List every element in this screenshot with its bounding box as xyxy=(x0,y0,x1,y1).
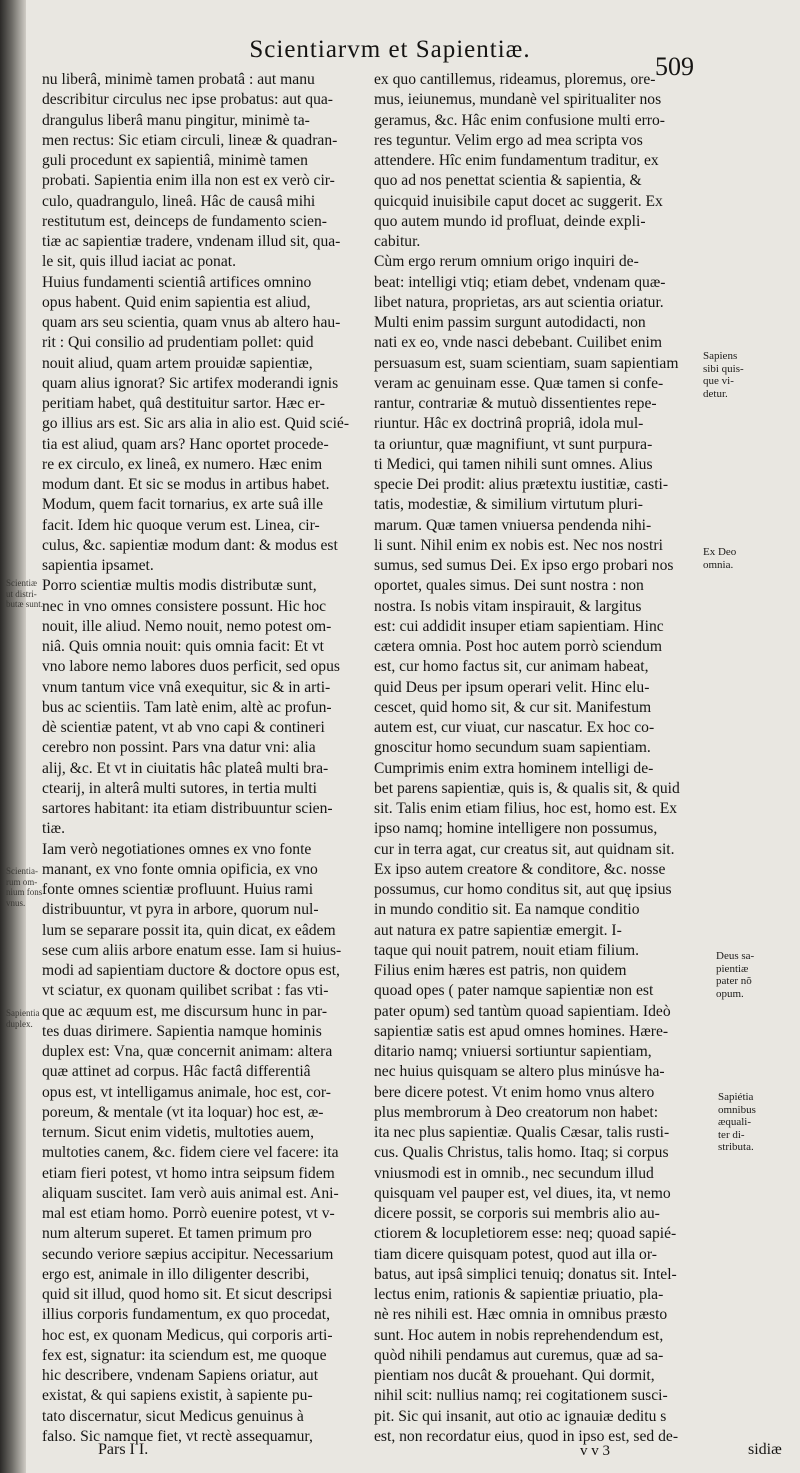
left-text-column xyxy=(42,70,364,1447)
text-line: tiæ. xyxy=(42,820,65,838)
text-line: ditario namq; vniuersi sortiuntur sapientiam, xyxy=(374,1043,652,1060)
text-line: riuntur. Hâc ex doctrinâ propriâ, idola mul- xyxy=(374,415,644,433)
margin-note-sapientia-aequaliter: Sapiétia omnibus æquali- ter di- stributa. xyxy=(718,1091,756,1153)
text-line: Modum, quem facit tornarius, ex arte suâ ille xyxy=(42,496,324,514)
text-line: manant, ex vno fonte omnia opificia, ex vno xyxy=(42,860,318,878)
text-line: bet parens sapientiæ, quis is, & qualis sit, & quid xyxy=(374,779,680,797)
text-line: quid sit illud, quod homo sit. Et sicut descripsi xyxy=(42,1286,333,1303)
text-line: cabitur. xyxy=(374,233,421,250)
text-line: autem est, cur viuat, cur nascatur. Ex hoc co- xyxy=(374,719,655,736)
text-line: bere dicere potest. Vt enim homo vnus altero xyxy=(374,1083,655,1101)
text-line: bus ac scientiis. Tam latè enim, altè ac profun- xyxy=(42,698,332,716)
text-line: tiam dicere quisquam potest, quod aut illa or- xyxy=(374,1245,657,1263)
margin-note-scientiarum-fons: Scientia- rum om- nium fons vnus. xyxy=(6,866,43,908)
text-line: sumus, sed sumus Dei. Ex ipso ergo probari nos xyxy=(374,557,674,574)
text-line: vniusmodi est in omnib., nec secundum illud xyxy=(374,1164,654,1182)
text-line: ternum. Sicut enim videtis, multoties auem, xyxy=(42,1124,314,1141)
part-footer: Pars I I. xyxy=(98,1441,149,1458)
text-line: nihil scit: nullius namq; rei cogitationem susci- xyxy=(374,1387,668,1405)
text-line: hoc est, ex quonam Medicus, qui corporis arti- xyxy=(42,1326,333,1344)
text-line: tes duas dirimere. Sapientia namque hominis xyxy=(42,1022,322,1040)
text-line: Multi enim passim surgunt autodidacti, non xyxy=(374,314,646,331)
text-line: beat: intelligi vtiq; etiam debet, vndenam quæ- xyxy=(374,273,666,291)
text-line: geramus, &c. Hâc enim confusione multi erro- xyxy=(374,111,665,129)
text-line: quo autem mundo id profluat, deinde expli- xyxy=(374,212,646,230)
text-line: le sit, quis illud iaciat ac ponat. xyxy=(42,253,237,271)
text-line: quòd nihili pendamus aut curemus, quæ ad sa- xyxy=(374,1346,664,1364)
text-line: ta oriuntur, quæ magnifiunt, vt sunt purpura- xyxy=(374,435,653,453)
text-line: ergo est, animale in illo diligenter describi, xyxy=(42,1265,310,1283)
text-line: quam alius ignorat? Sic artifex moderandi ignis xyxy=(42,374,339,392)
text-line: quam ars seu scientia, quam vnus ab altero hau- xyxy=(42,314,341,331)
binding-gutter xyxy=(0,0,26,1473)
text-line: num alterum superet. Et tamen primum pro xyxy=(42,1225,312,1243)
text-line: persuasum est, suam scientiam, suam sapientiam xyxy=(374,354,679,372)
text-line: sese cum aliis arbore enatum esse. Iam si huius- xyxy=(42,941,342,959)
text-line: cerebro non possint. Pars vna datur vni: alia xyxy=(42,739,316,757)
text-line: tato discernatur, sicut Medicus genuinus à xyxy=(42,1407,304,1425)
text-line: pater opum) sed tantùm quoad sapientiam. Ideò xyxy=(374,1002,671,1020)
text-line: cur in terra agat, cur creatus sit, aut quidnam sit. xyxy=(374,840,675,858)
text-line: plus membrorum à Deo creatorum non habet: xyxy=(374,1103,659,1121)
text-line: gnoscitur homo secundum suam sapientiam. xyxy=(374,739,651,757)
text-line: mus, ieiunemus, mundanè vel spiritualiter nos xyxy=(374,91,662,109)
text-line: distribuuntur, vt pyra in arbore, quorum nul- xyxy=(42,901,319,919)
text-line: specie Dei prodit: alius prætextu iustitiæ, casti- xyxy=(374,476,669,493)
text-line: ti Medici, qui tamen nihili sunt omnes. Alius xyxy=(374,455,653,473)
text-line: quicquid inuisibile caput docet ac suggerit. Ex xyxy=(374,192,663,210)
text-line: etiam fieri potest, vt homo intra seipsum fidem xyxy=(42,1164,335,1182)
text-line: ita nec plus sapientiæ. Qualis Cæsar, talis rusti- xyxy=(374,1124,670,1141)
margin-note-deus-pater: Deus sa- pientiæ pater nõ opum. xyxy=(716,950,755,1000)
text-line: quæ attinet ad corpus. Hâc factâ differentiâ xyxy=(42,1063,311,1081)
text-line: Cumprimis enim extra hominem intelligi de- xyxy=(374,759,654,777)
text-line: guli procedunt ex sapientiâ, minimè tamen xyxy=(42,152,308,169)
text-line: rit : Qui consilio ad prudentiam pollet: quid xyxy=(42,334,314,352)
text-line: peritiam habet, quâ destituitur sartor. Hæc er- xyxy=(42,395,325,412)
text-line: Ex ipso autem creatore & conditore, &c. nosse xyxy=(374,860,666,878)
text-line: oportet, quales simus. Dei sunt nostra : non xyxy=(374,577,644,595)
text-line: pientiam nos ducât & prouehant. Qui dormit, xyxy=(374,1367,655,1384)
text-line: duplex est: Vna, quæ concernit animam: altera xyxy=(42,1043,333,1060)
text-line: cescet, quid homo sit, & cur sit. Manifestum xyxy=(374,698,652,716)
text-line: quo ad nos penettat scientia & sapientia, & xyxy=(374,172,642,190)
signature-mark: v v 3 xyxy=(580,1443,610,1459)
text-line: in mundo conditio sit. Ea namque conditio xyxy=(374,901,640,919)
text-line: nec huius quisquam se altero plus minúsve ha- xyxy=(374,1063,665,1081)
text-line: nec in vno omnes consistere possunt. Hic hoc xyxy=(42,597,327,615)
text-line: men rectus: Sic etiam circuli, lineæ & quadran- xyxy=(42,131,338,149)
text-line: fex est, signatur: ita sciendum est, me quoque xyxy=(42,1346,327,1364)
text-line: illius corporis fundamentum, ex quo procedat, xyxy=(42,1306,330,1324)
text-line: nostra. Is nobis vitam inspirauit, & largitus xyxy=(374,597,642,615)
text-line: tatis, modestiæ, & similium virtutum pluri- xyxy=(374,496,643,514)
running-header: Scientiarvm et Sapientiæ. xyxy=(249,36,531,63)
text-line: est, cur homo factus sit, cur animam habeat, xyxy=(374,658,649,676)
text-line: culo, quadrangulo, lineâ. Hâc de causâ mihi xyxy=(42,192,316,210)
text-line: ex quo cantillemus, rideamus, ploremus, ore- xyxy=(374,71,656,88)
text-line: multoties canem, &c. fidem ciere vel facere: ita xyxy=(42,1144,339,1162)
text-line: modi ad sapientiam ductore & doctore opus est, xyxy=(42,962,340,979)
text-line: dicere possit, se corporis sui membris alio au- xyxy=(374,1205,660,1222)
margin-note-scientiae-distributae: Scientiæ ut distri- butæ sunt. xyxy=(6,578,44,609)
text-line: nouit, ille aliud. Nemo nouit, nemo potest om- xyxy=(42,617,332,635)
text-line: fonte omnes scientiæ profluunt. Huius rami xyxy=(42,881,314,898)
text-line: possumus, cur homo conditus sit, aut quę ipsius xyxy=(374,881,672,898)
text-line: opus est, vt intelligamus animale, hoc est, cor- xyxy=(42,1083,331,1101)
text-line: alij, &c. Et vt in ciuitatis hâc plateâ multi bra- xyxy=(42,759,329,777)
text-line: hic describere, vndenam Sapiens oriatur, aut xyxy=(42,1367,319,1384)
text-line: dè scientiæ patent, vt ab vno capi & contineri xyxy=(42,719,325,736)
text-line: cætera omnia. Post hoc autem porrò sciendum xyxy=(374,638,662,655)
text-line: mal est etiam homo. Porrò euenire potest, vt v- xyxy=(42,1205,335,1222)
text-line: Filius enim hæres est patris, non quidem xyxy=(374,962,627,979)
text-line: ipso namq; homine intelligere non possumus, xyxy=(374,820,658,838)
text-line: sapientia ipsamet. xyxy=(42,557,154,574)
text-line: facit. Idem hic quoque verum est. Linea, cir- xyxy=(42,516,320,534)
text-line: pit. Sic qui insanit, aut otio ac ignauiæ deditu s xyxy=(374,1407,667,1425)
text-line: nè res nihili est. Hæc omnia in omnibus præsto xyxy=(374,1306,668,1324)
text-line: Porro scientiæ multis modis distributæ sunt, xyxy=(42,577,317,595)
text-line: go illius ars est. Sic ars alia in alio est. Quid scié- xyxy=(42,415,350,433)
text-line: Cùm ergo rerum omnium origo inquiri de- xyxy=(374,253,639,271)
text-line: falso. Sic namque fiet, vt rectè assequamur, xyxy=(42,1427,313,1445)
text-line: aliquam suscitet. Iam verò auis animal est. Ani- xyxy=(42,1184,339,1202)
text-line: lectus enim, rationis & sapientiæ priuatio, pla- xyxy=(374,1286,664,1303)
text-line: probati. Sapientia enim illa non est ex verò cir- xyxy=(42,172,335,190)
text-line: sit. Talis enim etiam filius, hoc est, homo est. Ex xyxy=(374,800,678,817)
text-line: tia est aliud, quam ars? Hanc oportet procede- xyxy=(42,435,329,453)
margin-note-ex-deo: Ex Deo omnia. xyxy=(703,546,737,571)
text-line: est: cui addidit insuper etiam sapientiam. Hinc xyxy=(374,617,664,635)
text-line: nati ex eo, vnde nasci debebant. Cuilibet enim xyxy=(374,334,662,352)
text-line: vnum tantum vice vnâ exequitur, sic & in arti- xyxy=(42,678,331,696)
text-line: ctearij, in alterâ multi sutores, in tertia multi xyxy=(42,779,317,797)
text-line: nu liberâ, minimè tamen probatâ : aut manu xyxy=(42,71,315,88)
text-line: sunt. Hoc autem in nobis reprehendendum est, xyxy=(374,1326,664,1344)
text-line: Iam verò negotiationes omnes ex vno fonte xyxy=(42,840,312,858)
text-line: taque qui nouit patrem, nouit etiam filium. xyxy=(374,941,640,959)
text-line: res teguntur. Velim ergo ad mea scripta vos xyxy=(374,131,643,149)
text-line: opus habent. Quid enim sapientia est aliud, xyxy=(42,293,311,311)
text-line: tiæ ac sapientiæ tradere, vndenam illud sit, qua- xyxy=(42,233,341,250)
text-line: batus, aut ipsâ simplici tenuiq; donatus sit. Intel- xyxy=(374,1265,677,1283)
margin-note-sapiens: Sapiens sibi quis- que vi- detur. xyxy=(703,350,744,400)
text-line: cus. Qualis Christus, talis homo. Itaq; si corpus xyxy=(374,1144,669,1162)
text-line: nouit aliud, quam artem prouidæ sapientiæ, xyxy=(42,354,313,372)
text-line: sapientiæ satis est apud omnes homines. Hære- xyxy=(374,1022,669,1040)
text-line: libet natura, proprietas, ars aut scientia oriatur. xyxy=(374,293,664,311)
text-line: culus, &c. sapientiæ modum dant: & modus est xyxy=(42,536,338,554)
text-line: quisquam vel pauper est, vel diues, ita, vt nemo xyxy=(374,1184,671,1202)
text-line: modum dant. Et sic se modus in artibus habet. xyxy=(42,476,330,493)
text-line: secundo veriore sæpius accipitur. Necessarium xyxy=(42,1245,334,1263)
page-number: 509 xyxy=(655,52,694,81)
margin-note-sapientia-duplex: Sapientia duplex. xyxy=(6,1008,40,1029)
text-line: quoad opes ( pater namque sapientiæ non est xyxy=(374,982,654,1000)
text-line: existat, & qui sapiens existit, à sapiente pu- xyxy=(42,1387,313,1405)
text-line: veram ac genuinam esse. Quæ tamen si confe- xyxy=(374,374,664,392)
catchword: sidiæ xyxy=(748,1441,782,1458)
text-line: restitutum est, deinceps de fundamento scien- xyxy=(42,212,327,230)
text-line: marum. Quæ tamen vniuersa pendenda nihi- xyxy=(374,516,652,534)
text-line: que ac æquum est, me discursum hunc in par- xyxy=(42,1002,328,1020)
text-line: Huius fundamenti scientiâ artifices omnino xyxy=(42,273,312,291)
text-line: vno labore nemo labores duos perficit, sed opus xyxy=(42,658,340,676)
right-text-column xyxy=(374,70,700,1447)
text-line: rantur, contrariæ & mutuò dissentientes repe- xyxy=(374,395,657,412)
text-line: quid Deus per ipsum operari velit. Hinc elu- xyxy=(374,678,650,696)
text-line: aut natura ex patre sapientiæ emergit. I- xyxy=(374,921,622,939)
text-line: est, non recordatur eius, quod in ipso est, sed de- xyxy=(374,1427,679,1445)
text-line: vt sciatur, ex quonam quilibet scribat : fas vti- xyxy=(42,982,329,1000)
text-line: poreum, & mentale (vt ita loquar) hoc est, æ- xyxy=(42,1103,324,1121)
text-line: sartores habitant: ita etiam distribuuntur scien- xyxy=(42,800,333,817)
text-line: lum se separare possit ita, quin dicat, ex eâdem xyxy=(42,921,336,939)
text-line: li sunt. Nihil enim ex nobis est. Nec nos nostri xyxy=(374,536,663,554)
text-line: attendere. Hîc enim fundamentum traditur, ex xyxy=(374,152,659,169)
text-line: drangulus liberâ manu pingitur, minimè ta- xyxy=(42,111,310,129)
text-line: niâ. Quis omnia nouit: quis omnia facit: Et vt xyxy=(42,638,324,655)
text-line: describitur circulus nec ipse probatus: aut qua- xyxy=(42,91,333,109)
text-line: re ex circulo, ex lineâ, ex numero. Hæc enim xyxy=(42,455,323,473)
text-line: ctiorem & locupletiorem esse: neq; quoad sapié- xyxy=(374,1225,677,1243)
